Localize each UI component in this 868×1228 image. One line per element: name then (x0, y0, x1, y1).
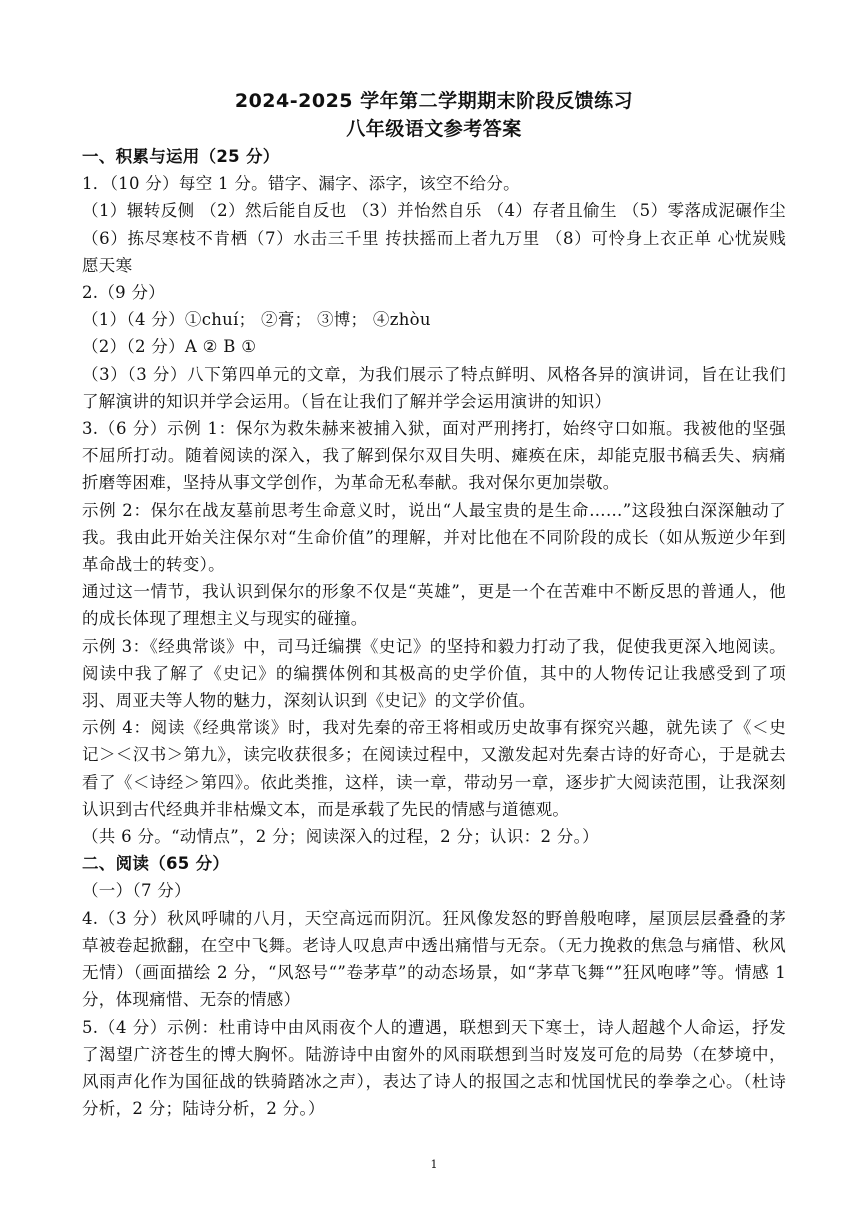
answer-paragraph: 5.（4 分）示例：杜甫诗中由风雨夜个人的遭遇，联想到天下寒士，诗人超越个人命运，抒发了渴望广济苍生的博大胸怀。陆游诗中由窗外的风雨联想到当时岌岌可危的局势（在梦境中，风雨声化作为国征战的铁骑踏冰之声），表达了诗人的报国之志和忧国忧民的拳拳之心。（杜诗分析，2 分；陆诗分析，2 分。） (82, 1017, 786, 1119)
answer-paragraph: （共 6 分。“动情点”，2 分；阅读深入的过程，2 分；认识：2 分。） (82, 827, 599, 847)
answer-paragraph: 2.（9 分） (82, 283, 166, 303)
answer-paragraph: 1．（10 分）每空 1 分。错字、漏字、添字，该空不给分。 (82, 174, 520, 194)
page-subtitle: 八年级语文参考答案 (346, 118, 522, 140)
answer-paragraph: 示例 4：阅读《经典常谈》时，我对先秦的帝王将相或历史故事有探究兴趣，就先读了《＜史记＞＜汉书＞第九》，读完收获很多；在阅读过程中，又激发起对先秦古诗的好奇心，于是就去看了《＜诗经＞第四》。依此类推，这样，读一章，带动另一章，逐步扩大阅读范围，让我深刻认识到古代经典并非枯燥文本，而是承载了先民的情感与道德观。 (82, 718, 786, 819)
answer-paragraph: （3）（3 分）八下第四单元的文章，为我们展示了特点鲜明、风格各异的演讲词，旨在让我们了解演讲的知识并学会运用。（旨在让我们了解并学会运用演讲的知识） (82, 364, 786, 411)
page-number: 1 (430, 1158, 438, 1171)
answer-paragraph: 4.（3 分）秋风呼啸的八月，天空高远而阴沉。狂风像发怒的野兽般咆哮，屋顶层层叠叠的茅草被卷起掀翻，在空中飞舞。老诗人叹息声中透出痛惜与无奈。（无力挽救的焦急与痛惜、秋风无情）（画面描绘 2 分，“风怒号“”卷茅草”的动态场景，如“茅草飞舞“”狂风咆哮”等。情感 1 分，体现痛惜、无奈的情感） (82, 908, 786, 1010)
answer-paragraph: （一）（7 分） (82, 881, 191, 901)
answer-paragraph: （1）辗转反侧 （2）然后能自反也 （3）并怡然自乐 （4）存者且偷生 （5）零落成泥碾作尘 （6）拣尽寒枝不肯栖（7）水击三千里 抟扶摇而上者九万里 （8）可怜身上衣正单 心忧炭贱愿天寒 (82, 201, 786, 275)
answer-paragraph: 示例 3：《经典常谈》中，司马迁编撰《史记》的坚持和毅力打动了我，促使我更深入地阅读。阅读中我了解了《史记》的编撰体例和其极高的史学价值，其中的人物传记让我感受到了项羽、周亚夫等人物的魅力，深刻认识到《史记》的文学价值。 (82, 636, 786, 711)
page-title: 2024-2025 学年第二学期期末阶段反馈练习 (234, 90, 634, 112)
section-heading: 二、阅读（65 分） (82, 854, 230, 874)
answer-paragraph: （1）（4 分）①chuí； ②膏； ③博； ④zhòu (82, 310, 431, 330)
answer-content (82, 143, 786, 1122)
section-heading: 一、积累与运用（25 分） (82, 147, 280, 166)
answer-paragraph: 3.（6 分）示例 1：保尔为救朱赫来被捕入狱，面对严刑拷打，始终守口如瓶。我被他的坚强不屈所打动。随着阅读的深入，我了解到保尔双目失明、瘫痪在床，却能克服书稿丢失、病痛折磨等困难，坚持从事文学创作，为革命无私奉献。我对保尔更加崇敬。 (82, 419, 786, 493)
answer-paragraph: （2）（2 分）A ② B ① (82, 337, 257, 357)
answer-paragraph: 示例 2：保尔在战友墓前思考生命意义时，说出“人最宝贵的是生命……”这段独白深深触动了我。我由此开始关注保尔对“生命价值”的理解，并对比他在不同阶段的成长（如从叛逆少年到革命战士的转变）。 (82, 500, 786, 575)
answer-paragraph: 通过这一情节，我认识到保尔的形象不仅是“英雄”，更是一个在苦难中不断反思的普通人，他的成长体现了理想主义与现实的碰撞。 (82, 582, 786, 629)
